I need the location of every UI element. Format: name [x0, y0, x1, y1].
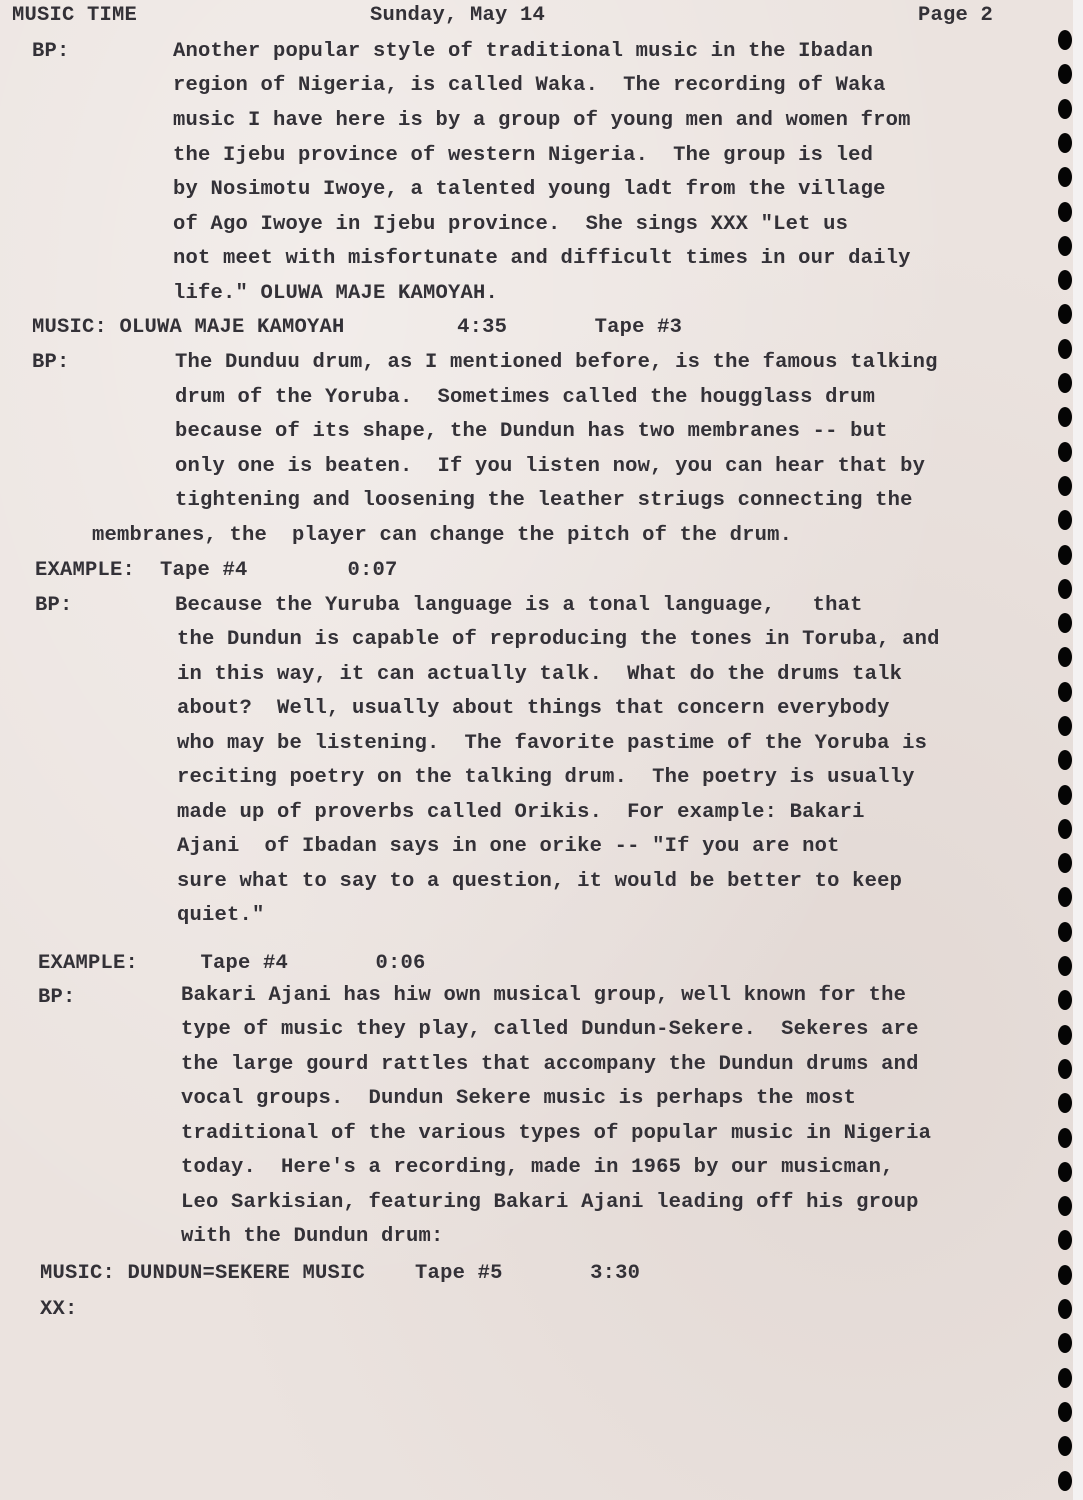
perforation-hole [1058, 167, 1072, 187]
typed-line: MUSIC: DUNDUN=SEKERE MUSIC Tape #5 3:30 [40, 1262, 641, 1285]
header-program-title: MUSIC TIME [12, 4, 138, 27]
typed-line: today. Here's a recording, made in 1965 by our musicman, [181, 1156, 894, 1179]
typed-line: type of music they play, called Dundun-Sekere. Sekeres are [181, 1018, 919, 1041]
perforation-hole [1058, 1368, 1072, 1388]
torn-edge [1073, 0, 1083, 1500]
typed-line: the large gourd rattles that accompany the Dundun drums and [181, 1053, 919, 1076]
header-date: Sunday, May 14 [370, 4, 546, 27]
typed-line: MUSIC: OLUWA MAJE KAMOYAH 4:35 Tape #3 [32, 316, 683, 339]
perforation-hole [1058, 442, 1072, 462]
perforation-hole [1058, 682, 1072, 702]
perforation-hole [1058, 202, 1072, 222]
perforation-hole [1058, 579, 1072, 599]
typed-line: by Nosimotu Iwoye, a talented young ladt from the village [173, 178, 886, 201]
typed-line: The Dunduu drum, as I mentioned before, is the famous talking [175, 351, 938, 374]
perforation-hole [1058, 270, 1072, 290]
typed-line: with the Dundun drum: [181, 1225, 444, 1248]
perforation-hole [1058, 1128, 1072, 1148]
typed-line: quiet." [177, 904, 265, 927]
perforation-hole [1058, 1162, 1072, 1182]
perforation-hole [1058, 613, 1072, 633]
typed-line: tightening and loosening the leather striugs connecting the [175, 489, 913, 512]
perforation-hole [1058, 819, 1072, 839]
typed-line: in this way, it can actually talk. What do the drums talk [177, 663, 903, 686]
typed-line: BP: [35, 594, 73, 617]
perforation-hole [1058, 1333, 1072, 1353]
typed-line: only one is beaten. If you listen now, you can hear that by [175, 455, 926, 478]
perforation-hole [1058, 99, 1072, 119]
perforation-hole [1058, 510, 1072, 530]
perforation-hole [1058, 647, 1072, 667]
perforation-hole [1058, 785, 1072, 805]
typed-line: the Ijebu province of western Nigeria. The group is led [173, 144, 874, 167]
typed-line: Bakari Ajani has hiw own musical group, well known for the [181, 984, 907, 1007]
typed-line: region of Nigeria, is called Waka. The recording of Waka [173, 74, 886, 97]
typed-line: of Ago Iwoye in Ijebu province. She sings XXX "Let us [173, 213, 849, 236]
perforation-hole [1058, 1230, 1072, 1250]
typed-line: made up of proverbs called Orikis. For example: Bakari [177, 801, 865, 824]
typed-line: sure what to say to a question, it would be better to keep [177, 870, 903, 893]
perforation-hole [1058, 476, 1072, 496]
typed-line: EXAMPLE: Tape #4 0:06 [38, 952, 426, 975]
typed-line: BP: [38, 986, 76, 1009]
typed-line: drum of the Yoruba. Sometimes called the hougglass drum [175, 386, 876, 409]
perforation-hole [1058, 853, 1072, 873]
perforation-hole [1058, 1471, 1072, 1491]
typed-line: EXAMPLE: Tape #4 0:07 [35, 559, 398, 582]
perforation-hole [1058, 750, 1072, 770]
perforation-hole [1058, 990, 1072, 1010]
typed-line: music I have here is by a group of young men and women from [173, 109, 911, 132]
perforation-hole [1058, 1093, 1072, 1113]
header-page-number: Page 2 [918, 4, 994, 27]
perforation-hole [1058, 716, 1072, 736]
typed-line: Ajani of Ibadan says in one orike -- "If you are not [177, 835, 840, 858]
typed-line: about? Well, usually about things that concern everybody [177, 697, 890, 720]
typed-line: vocal groups. Dundun Sekere music is perhaps the most [181, 1087, 857, 1110]
typed-line: membranes, the player can change the pitch of the drum. [92, 524, 793, 547]
typed-line: XX: [40, 1298, 78, 1321]
typed-line: not meet with misfortunate and difficult times in our daily [173, 247, 911, 270]
typed-line: BP: [32, 40, 70, 63]
perforation-hole [1058, 1436, 1072, 1456]
perforation-hole [1058, 373, 1072, 393]
perforation-hole [1058, 30, 1072, 50]
typed-line: the Dundun is capable of reproducing the tones in Toruba, and [177, 628, 940, 651]
perforation-hole [1058, 1402, 1072, 1422]
perforation-hole [1058, 1265, 1072, 1285]
perforation-hole [1058, 922, 1072, 942]
perforation-hole [1058, 887, 1072, 907]
perforation-hole [1058, 1196, 1072, 1216]
perforation-hole [1058, 64, 1072, 84]
typed-line: BP: [32, 351, 70, 374]
typed-line: who may be listening. The favorite pastime of the Yoruba is [177, 732, 928, 755]
perforation-hole [1058, 339, 1072, 359]
typed-line: because of its shape, the Dundun has two membranes -- but [175, 420, 888, 443]
typed-line: traditional of the various types of popular music in Nigeria [181, 1122, 932, 1145]
typed-line: reciting poetry on the talking drum. The poetry is usually [177, 766, 915, 789]
perforation-hole [1058, 407, 1072, 427]
typed-line: Leo Sarkisian, featuring Bakari Ajani leading off his group [181, 1191, 919, 1214]
perforation-hole [1058, 545, 1072, 565]
perforation-hole [1058, 304, 1072, 324]
typed-line: life." OLUWA MAJE KAMOYAH. [173, 282, 499, 305]
typed-line: Another popular style of traditional music in the Ibadan [173, 40, 874, 63]
perforation-hole [1058, 956, 1072, 976]
perforation-hole [1058, 1299, 1072, 1319]
perforation-hole [1058, 133, 1072, 153]
perforation-hole [1058, 236, 1072, 256]
perforation-hole [1058, 1059, 1072, 1079]
typed-line: Because the Yuruba language is a tonal language, that [175, 594, 863, 617]
perforation-hole [1058, 1025, 1072, 1045]
